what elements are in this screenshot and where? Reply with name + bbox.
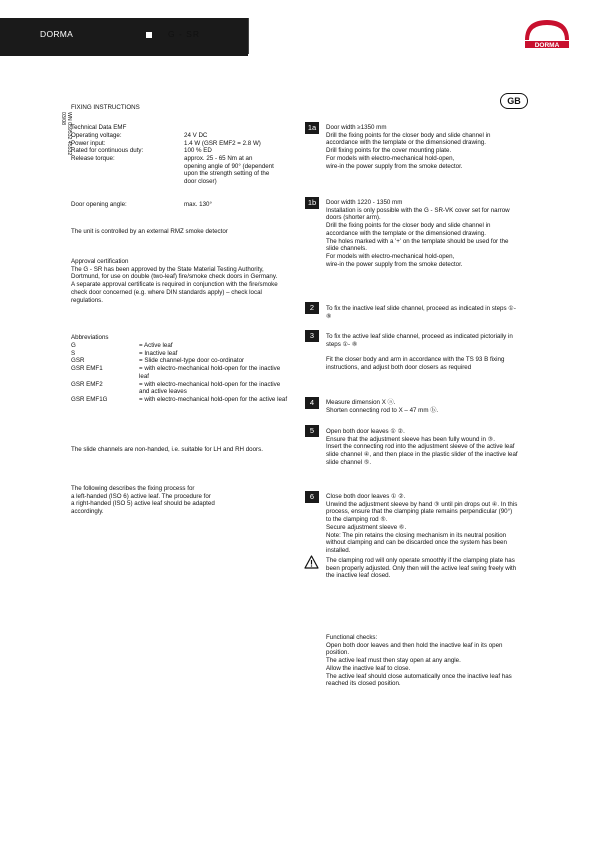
step-text: Door width 1220 - 1350 mm Installation is only possible with the G - SR-VK cover set for narrow doors (shorter arm). Drill the fixing points for the closer body and slide channel in accordance with the template or the dimensioned drawing. The holes marked with a '+' on the template should be used for the slide channels. For models with electro-mechanical hold-open, wire-in the power supply from the smoke detector.	[326, 199, 510, 268]
separator-square	[153, 32, 159, 38]
step-number: 1b	[305, 197, 319, 209]
fixing-instructions-heading: FIXING INSTRUCTIONS	[71, 104, 140, 111]
dorma-logo	[521, 18, 573, 50]
document-number: WN 059532 45532 03/08	[60, 112, 72, 156]
brand-name: DORMA	[40, 29, 74, 39]
abbr-row: S = Inactive leaf	[71, 349, 178, 357]
controlled-note: The unit is controlled by an external RMZ smoke detector	[71, 228, 228, 235]
procedure-note: The following describes the fixing process for a left-handed (ISO 6) active leaf. The procedure for a right-handed (ISO 5) active leaf should be adapted accordingly.	[71, 485, 215, 516]
separator-square	[146, 32, 152, 38]
step-number: 3	[305, 330, 319, 342]
abbr-row: G = Active leaf	[71, 342, 173, 349]
step-number: 6	[305, 491, 319, 503]
tech-row: Door opening angle: max. 130°	[71, 201, 212, 209]
warning-text: The clamping rod will only operate smoothly if the clamping plate has been properly adjusted. Only then will the active leaf swing freely with the inactive leaf closed.	[326, 557, 517, 580]
abbreviations-title: Abbreviations	[71, 334, 109, 341]
step-number: 2	[305, 302, 319, 314]
step-text: Door width ≥1350 mm Drill the fixing points for the closer body and slide channel in accordance with the template or the dimensioned drawing. Drill fixing points for the cover mounting plate. For models with electro-mechanical hold-open, wire-in the power supply from the smoke detector.	[326, 124, 491, 170]
header-bar	[0, 18, 248, 56]
slide-channels-note: The slide channels are non-handed, i.e. suitable for LH and RH doors.	[71, 446, 263, 453]
tech-row: Rated for continuous duty: 100 % ED	[71, 147, 212, 155]
step-number: 1a	[305, 122, 319, 134]
functional-checks: Functional checks: Open both door leaves and then hold the inactive leaf in its open position. The active leaf must then stay open at any angle. Allow the inactive leaf to close. The active leaf should close automatically once the inactive leaf has reached its closed position.	[326, 634, 512, 688]
approval-certification: Approval certification The G - SR has been approved by the State Material Testing Authority, Dortmund, for use on double (two-leaf) fire/smoke check doors in Germany. A separate approval certificate is required in conjunction with the fire/smoke check door concerned (e.g. where DIN standards apply) – check local regulations.	[71, 258, 278, 304]
step-text: To fix the active leaf slide channel, proceed as indicated pictorially in steps ①- ⑧ Fit the closer body and arm in accordance with the TS 93 B fixing instructions, and adjust both door closers as required	[326, 333, 513, 371]
tech-row: Release torque: approx. 25 - 65 Nm at an opening angle of 90° (dependent upon the strength setting of the door closer)	[71, 155, 274, 186]
tech-row: Power input: 1.4 W (GSR EMF2 = 2.8 W)	[71, 139, 261, 147]
step-text: Close both door leaves ① ②. Unwind the adjustment sleeve by hand ③ until pin drops out ④. In this process, ensure that the clamping plate remains perpendicular (90°) to the clamping rod ⑤. Secure adjustment sleeve ⑥. Note: The pin retains the closing mechanism in its neutral position without clamping and can be discarded once the system has been installed.	[326, 493, 518, 554]
technical-data-title: Technical Data EMF	[71, 124, 127, 131]
abbr-row: GSR EMF1G = with electro-mechanical hold-open for the active leaf	[71, 395, 288, 403]
abbr-row: GSR = Slide channel-type door co-ordinator	[71, 357, 245, 365]
header-divider	[248, 18, 249, 54]
technical-data-table	[71, 132, 291, 209]
warning-icon	[304, 555, 319, 569]
abbr-row: GSR EMF1 = with electro-mechanical hold-open for the inactive leaf	[71, 365, 281, 380]
language-badge: GB	[500, 93, 528, 109]
step-text: Measure dimension X ⓐ. Shorten connecting rod to X – 47 mm ⓑ.	[326, 399, 439, 414]
model-name: G - SR	[168, 29, 200, 39]
step-number: 4	[305, 397, 319, 409]
logo-text: DORMA	[534, 42, 560, 49]
step-text: To fix the inactive leaf slide channel, proceed as indicated in steps ①- ⑧	[326, 305, 516, 320]
step-number: 5	[305, 425, 319, 437]
step-text: Open both door leaves ① ②. Ensure that the adjustment sleeve has been fully wound in ③. Insert the connecting rod into the adjustment sleeve of the active leaf slide channel ④, and then place in the plastic slider of the inactive leaf slide channel ⑤.	[326, 428, 518, 466]
abbr-row: GSR EMF2 = with electro-mechanical hold-open for the inactive and active leaves	[71, 380, 281, 396]
abbreviations-list	[71, 342, 293, 404]
tech-row: Operating voltage: 24 V DC	[71, 132, 208, 139]
